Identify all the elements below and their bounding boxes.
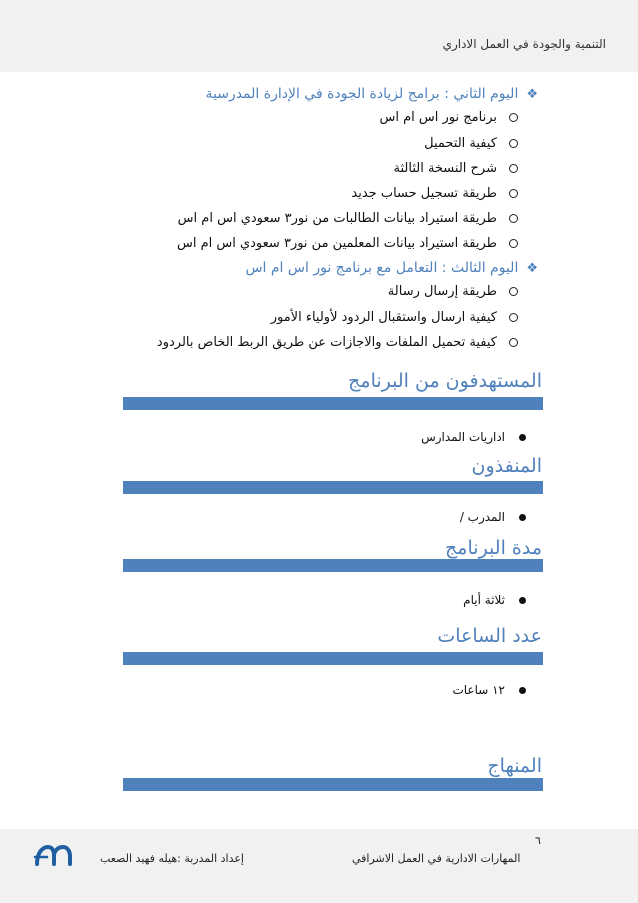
dot-bullet-icon	[519, 514, 526, 521]
section-bullet: اداريات المدارس	[421, 430, 526, 444]
footer-course-title: المهارات الادارية في العمل الاشرافي	[352, 852, 521, 865]
list-item: شرح النسخة الثالثة	[394, 161, 519, 176]
diamond-bullet-icon: ❖	[526, 261, 538, 276]
section-title-target-audience: المستهدفون من البرنامج	[348, 370, 542, 392]
section-bar	[123, 481, 543, 494]
circle-bullet-icon	[509, 164, 518, 173]
circle-bullet-icon	[509, 139, 518, 148]
day-two-heading	[205, 86, 538, 102]
dot-bullet-icon	[519, 597, 526, 604]
page-footer	[0, 829, 638, 903]
day-two-heading-text: اليوم الثاني : برامج لزيادة الجودة في الإدارة المدرسية	[205, 86, 519, 102]
section-title-hours: عدد الساعات	[437, 625, 542, 647]
section-title-implementers: المنفذون	[471, 455, 542, 477]
circle-bullet-icon	[509, 189, 518, 198]
section-bar	[123, 778, 543, 791]
list-item: كيفية ارسال واستقبال الردود لأولياء الأمور	[271, 310, 518, 325]
section-bullet: المدرب /	[460, 510, 526, 524]
section-bullet: ١٢ ساعات	[452, 683, 526, 697]
section-title-curriculum: المنهاج	[487, 755, 542, 777]
dot-bullet-icon	[519, 687, 526, 694]
list-item: برنامج نور اس ام اس	[380, 110, 519, 125]
list-item: كيفية التحميل	[424, 136, 518, 151]
day-three-heading	[245, 260, 538, 276]
circle-bullet-icon	[509, 239, 518, 248]
section-bar	[123, 652, 543, 665]
circle-bullet-icon	[509, 113, 518, 122]
list-item: كيفية تحميل الملفات والاجازات عن طريق الربط الخاص بالردود	[157, 335, 518, 350]
list-item: طريقة إرسال رسالة	[388, 284, 518, 299]
list-item: طريقة تسجيل حساب جديد	[351, 186, 518, 201]
list-item: طريقة استيراد بيانات المعلمين من نور٣ سعودي اس ام اس	[177, 236, 518, 251]
page-number: ٦	[535, 834, 541, 847]
section-bar	[123, 397, 543, 410]
section-bar	[123, 559, 543, 572]
circle-bullet-icon	[509, 338, 518, 347]
circle-bullet-icon	[509, 313, 518, 322]
diamond-bullet-icon: ❖	[526, 87, 538, 102]
logo-icon	[33, 842, 73, 868]
dot-bullet-icon	[519, 434, 526, 441]
section-title-duration: مدة البرنامج	[445, 537, 542, 559]
section-bullet: ثلاثة أيام	[463, 593, 526, 607]
circle-bullet-icon	[509, 214, 518, 223]
day-three-heading-text: اليوم الثالث : التعامل مع برنامج نور اس ام اس	[245, 260, 519, 276]
list-item: طريقة استيراد بيانات الطالبات من نور٣ سعودي اس ام اس	[178, 211, 518, 226]
circle-bullet-icon	[509, 287, 518, 296]
footer-author: إعداد المدربة :هيله فهيد الصعب	[100, 852, 244, 865]
header-title: التنمية والجودة في العمل الاداري	[442, 37, 606, 51]
